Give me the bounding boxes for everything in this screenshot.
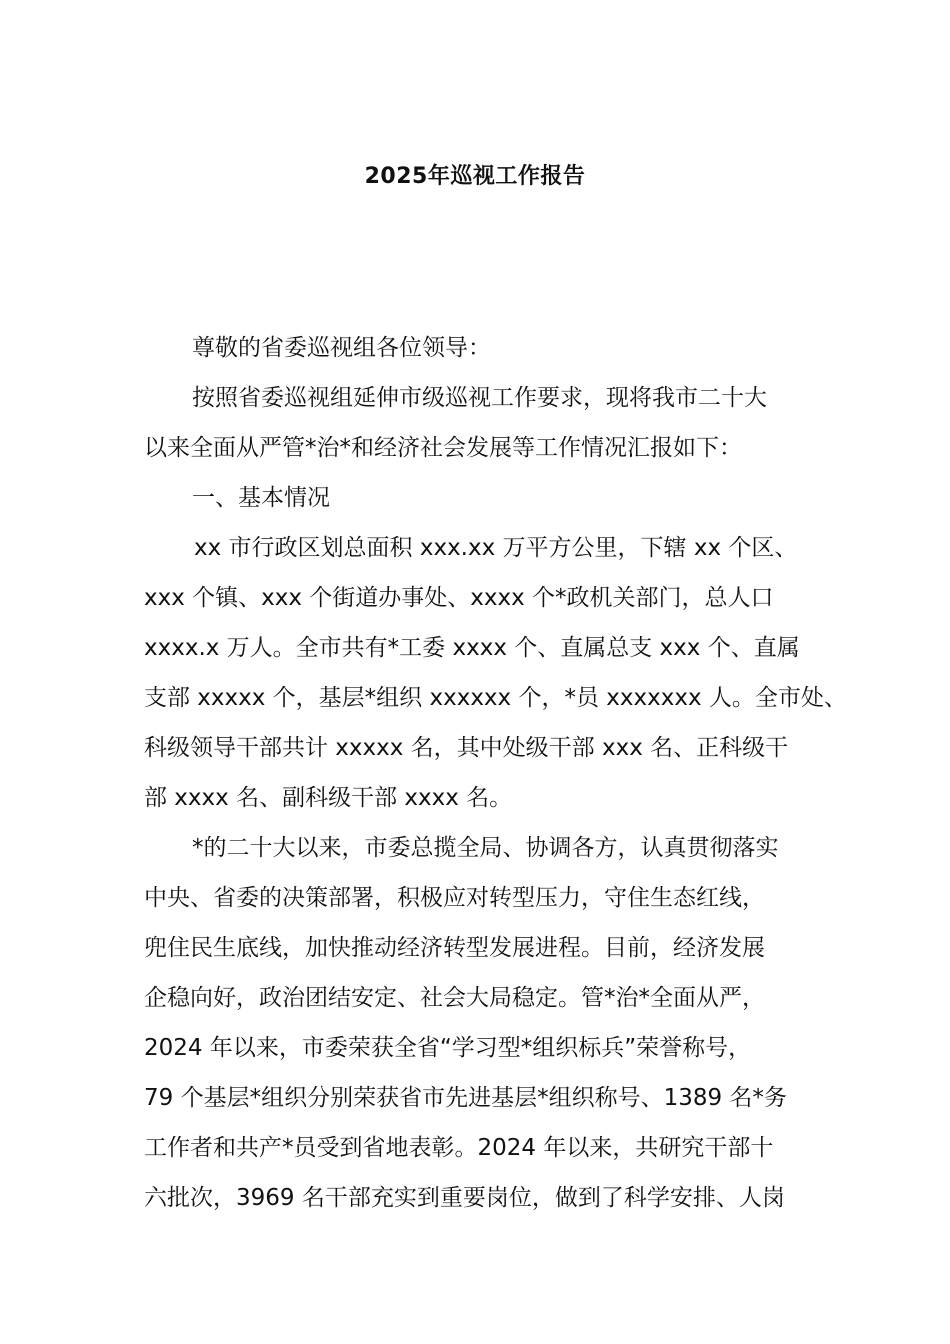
body-line: 2024 年以来，市委荣获全省“学习型*组织标兵”荣誉称号， bbox=[144, 1035, 752, 1061]
body-line: xxx 个镇、xxx 个街道办事处、xxxx 个*政机关部门，总人口 bbox=[144, 585, 774, 611]
body-line: xxxx.x 万人。全市共有*工委 xxxx 个、直属总支 xxx 个、直属 bbox=[144, 635, 800, 661]
body-line: *的二十大以来，市委总揽全局、协调各方，认真贯彻落实 bbox=[192, 835, 779, 861]
document-title: 2025年巡视工作报告 bbox=[364, 164, 586, 189]
body-line: 中央、省委的决策部署，积极应对转型压力，守住生态红线， bbox=[144, 885, 765, 911]
body-line: 六批次，3969 名干部充实到重要岗位，做到了科学安排、人岗 bbox=[144, 1185, 785, 1211]
body-line: 部 xxxx 名、副科级干部 xxxx 名。 bbox=[144, 785, 513, 811]
body-line: 兜住民生底线，加快推动经济转型发展进程。目前，经济发展 bbox=[144, 935, 765, 961]
salutation: 尊敬的省委巡视组各位领导： bbox=[192, 335, 491, 361]
body-line: 支部 xxxxx 个，基层*组织 xxxxxx 个，*员 xxxxxxx 人。全市处、 bbox=[144, 685, 847, 711]
body-line: 以来全面从严管*治*和经济社会发展等工作情况汇报如下： bbox=[144, 435, 742, 461]
body-line: 企稳向好，政治团结安定、社会大局稳定。管*治*全面从严， bbox=[144, 985, 765, 1011]
body-line: xx 市行政区划总面积 xxx.xx 万平方公里，下辖 xx 个区、 bbox=[194, 535, 798, 561]
body-line: 工作者和共产*员受到省地表彰。2024 年以来，共研究干部十 bbox=[144, 1135, 774, 1161]
body-line: 79 个基层*组织分别荣获省市先进基层*组织称号、1389 名*务 bbox=[144, 1085, 787, 1111]
body-line: 科级领导干部共计 xxxxx 名，其中处级干部 xxx 名、正科级干 bbox=[144, 735, 789, 761]
body-line: 按照省委巡视组延伸市级巡视工作要求，现将我市二十大 bbox=[192, 385, 767, 411]
section-heading: 一、基本情况 bbox=[192, 485, 330, 511]
